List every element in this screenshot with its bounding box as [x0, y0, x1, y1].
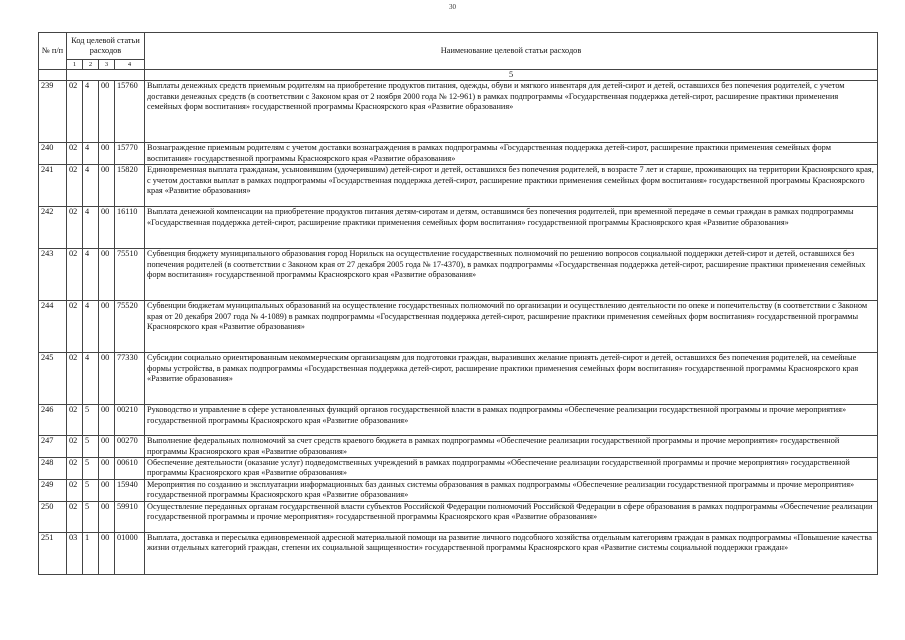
code-part-1: 02: [67, 143, 83, 165]
code-part-4: 16110: [115, 207, 145, 249]
code-part-2: 4: [83, 353, 99, 405]
code-part-2: 1: [83, 532, 99, 574]
code-part-2: 5: [83, 501, 99, 532]
row-description: Единовременная выплата гражданам, усыновившим (удочерившим) детей-сирот и детей, оставшихся без попечения родителей, в возрасте 7 лет и старше, проживающих на территории Красноярского края, с учетом доставки выплат в рамках подпрограммы «Государственная поддержка детей-сирот, расширение практики применения семейных форм воспитания» государственной программы Красноярского края «Развитие образования»: [145, 165, 878, 207]
code-part-1: 02: [67, 207, 83, 249]
code-part-1: 02: [67, 165, 83, 207]
table-row: [39, 405, 878, 436]
code-part-2: 4: [83, 81, 99, 143]
table-row: [39, 532, 878, 574]
header-name: Наименование целевой статьи расходов: [145, 33, 878, 70]
code-part-4: 75510: [115, 249, 145, 301]
table-row: [39, 249, 878, 301]
code-part-4: 77330: [115, 353, 145, 405]
code-part-4: 00610: [115, 458, 145, 480]
code-part-1: 02: [67, 301, 83, 353]
row-description: Обеспечение деятельности (оказание услуг) подведомственных учреждений в рамках подпрограммы «Обеспечение реализации государственной программы и прочие мероприятия» государственной программы Красноярского края «Развитие образования»: [145, 458, 878, 480]
code-part-1: 02: [67, 458, 83, 480]
code-part-3: 00: [99, 479, 115, 501]
row-number: 244: [39, 301, 67, 353]
row-description: Выплаты денежных средств приемным родителям на приобретение продуктов питания, одежды, обуви и мягкого инвентаря для детей-сирот и детей, оставшихся без попечения родителей, с учетом доставки денежных средств (в соответствии с Законом края от 2 ноября 2000 года № 12-961) в рамках подпрограммы «Государственная поддержка детей-сирот, расширение практики применения семейных форм воспитания» государственной программы Красноярского края «Развитие образования»: [145, 81, 878, 143]
code-part-1: 02: [67, 501, 83, 532]
row-description: Вознаграждение приемным родителям с учетом доставки вознаграждения в рамках подпрограммы «Государственная поддержка детей-сирот, расширение практики применения семейных форм воспитания» государственной программы Красноярского края «Развитие образования»: [145, 143, 878, 165]
code-part-3: 00: [99, 81, 115, 143]
table-row: [39, 207, 878, 249]
code-part-2: 5: [83, 458, 99, 480]
code-part-2: 5: [83, 436, 99, 458]
row-description: Субсидии социально ориентированным некоммерческим организациям для подготовки граждан, выразивших желание принять детей-сирот и детей, оставшихся без попечения родителей, на семейные формы устройства, в рамках подпрограммы «Государственная поддержка детей-сирот, расширение практики применения семейных форм воспитания» государственной программы Красноярского края «Развитие образования»: [145, 353, 878, 405]
code-part-1: 02: [67, 436, 83, 458]
code-part-3: 00: [99, 405, 115, 436]
subheader-3: 3: [99, 60, 115, 70]
row-description: Субвенция бюджету муниципального образования город Норильск на осуществление государственных полномочий по решению вопросов социальной поддержки детей-сирот и детей, оставшихся без попечения родителей (в соответствии с Законом края от 27 декабря 2005 года № 17-4370), в рамках подпрограммы «Государственная поддержка детей-сирот, расширение практики применения семейных форм воспитания» государственной программы Красноярского края «Развитие образования»: [145, 249, 878, 301]
code-part-1: 02: [67, 479, 83, 501]
budget-table: [38, 32, 878, 575]
row-description: Руководство и управление в сфере установленных функций органов государственной власти в рамках подпрограммы «Обеспечение реализации государственной программы и прочие мероприятия» государственной программы Красноярского края «Развитие образования»: [145, 405, 878, 436]
code-part-1: 02: [67, 81, 83, 143]
code-part-4: 00210: [115, 405, 145, 436]
table-row: [39, 143, 878, 165]
code-part-2: 4: [83, 165, 99, 207]
code-part-3: 00: [99, 143, 115, 165]
code-part-4: 59910: [115, 501, 145, 532]
code-part-1: 02: [67, 249, 83, 301]
code-part-3: 00: [99, 436, 115, 458]
code-part-3: 00: [99, 301, 115, 353]
row-description: Мероприятия по созданию и эксплуатации информационных баз данных системы образования в рамках подпрограммы «Обеспечение реализации государственной программы и прочие мероприятия» государственной программы Красноярского края «Развитие образования»: [145, 479, 878, 501]
code-part-4: 15760: [115, 81, 145, 143]
code-part-3: 00: [99, 532, 115, 574]
code-part-3: 00: [99, 458, 115, 480]
subheader-5: 5: [145, 70, 878, 81]
row-number: 239: [39, 81, 67, 143]
code-part-4: 15940: [115, 479, 145, 501]
table-row: [39, 301, 878, 353]
code-part-2: 4: [83, 301, 99, 353]
code-part-2: 5: [83, 405, 99, 436]
subheader-2: 2: [83, 60, 99, 70]
code-part-2: 4: [83, 249, 99, 301]
code-part-1: 03: [67, 532, 83, 574]
subheader-4: 4: [115, 60, 145, 70]
table-row: [39, 479, 878, 501]
table-row: [39, 165, 878, 207]
code-part-4: 15820: [115, 165, 145, 207]
header-code: Код целевой статьи расходов: [67, 33, 145, 60]
code-part-4: 00270: [115, 436, 145, 458]
header-num: № п/п: [39, 33, 67, 70]
code-part-2: 4: [83, 207, 99, 249]
code-part-3: 00: [99, 501, 115, 532]
row-number: 243: [39, 249, 67, 301]
table-row: [39, 501, 878, 532]
row-number: 247: [39, 436, 67, 458]
table-row: [39, 353, 878, 405]
table-row: [39, 436, 878, 458]
row-number: 245: [39, 353, 67, 405]
code-part-1: 02: [67, 405, 83, 436]
code-part-4: 15770: [115, 143, 145, 165]
table-row: [39, 458, 878, 480]
code-part-4: 75520: [115, 301, 145, 353]
row-description: Осуществление переданных органам государственной власти субъектов Российской Федерации полномочий Российской Федерации в сфере образования в рамках подпрограммы «Обеспечение реализации государственной программы и прочие мероприятия» государственной программы Красноярского края «Развитие образования»: [145, 501, 878, 532]
code-part-4: 01000: [115, 532, 145, 574]
row-number: 248: [39, 458, 67, 480]
code-part-1: 02: [67, 353, 83, 405]
code-part-3: 00: [99, 249, 115, 301]
code-part-3: 00: [99, 353, 115, 405]
row-description: Субвенции бюджетам муниципальных образований на осуществление государственных полномочий по организации и осуществлению деятельности по опеке и попечительству (в соответствии с Законом края от 20 декабря 2007 года № 4-1089) в рамках подпрограммы «Государственная поддержка детей-сирот, расширение практики применения семейных форм воспитания» государственной программы Красноярского края «Развитие образования»: [145, 301, 878, 353]
row-number: 246: [39, 405, 67, 436]
subheader-1: 1: [67, 60, 83, 70]
code-part-2: 5: [83, 479, 99, 501]
page-number: 30: [449, 3, 456, 11]
row-description: Выполнение федеральных полномочий за счет средств краевого бюджета в рамках подпрограммы «Обеспечение реализации государственной программы и прочие мероприятия» государственной программы Красноярского края «Развитие образования»: [145, 436, 878, 458]
table-row: [39, 81, 878, 143]
row-description: Выплата, доставка и пересылка единовременной адресной материальной помощи на развитие личного подсобного хозяйства отдельным категориям граждан в рамках подпрограммы «Повышение качества жизни отдельных категорий граждан, степени их социальной защищенности» государственной программы Красноярского края «Развитие системы социальной поддержки граждан»: [145, 532, 878, 574]
row-number: 240: [39, 143, 67, 165]
code-part-3: 00: [99, 165, 115, 207]
row-number: 249: [39, 479, 67, 501]
code-part-3: 00: [99, 207, 115, 249]
row-number: 241: [39, 165, 67, 207]
row-number: 251: [39, 532, 67, 574]
row-number: 242: [39, 207, 67, 249]
row-description: Выплата денежной компенсации на приобретение продуктов питания детям-сиротам и детям, оставшимся без попечения родителей, при временной передаче в семьи граждан в рамках подпрограммы «Государственная поддержка детей-сирот, расширение практики применения семейных форм воспитания» государственной программы Красноярского края «Развитие образования»: [145, 207, 878, 249]
code-part-2: 4: [83, 143, 99, 165]
row-number: 250: [39, 501, 67, 532]
